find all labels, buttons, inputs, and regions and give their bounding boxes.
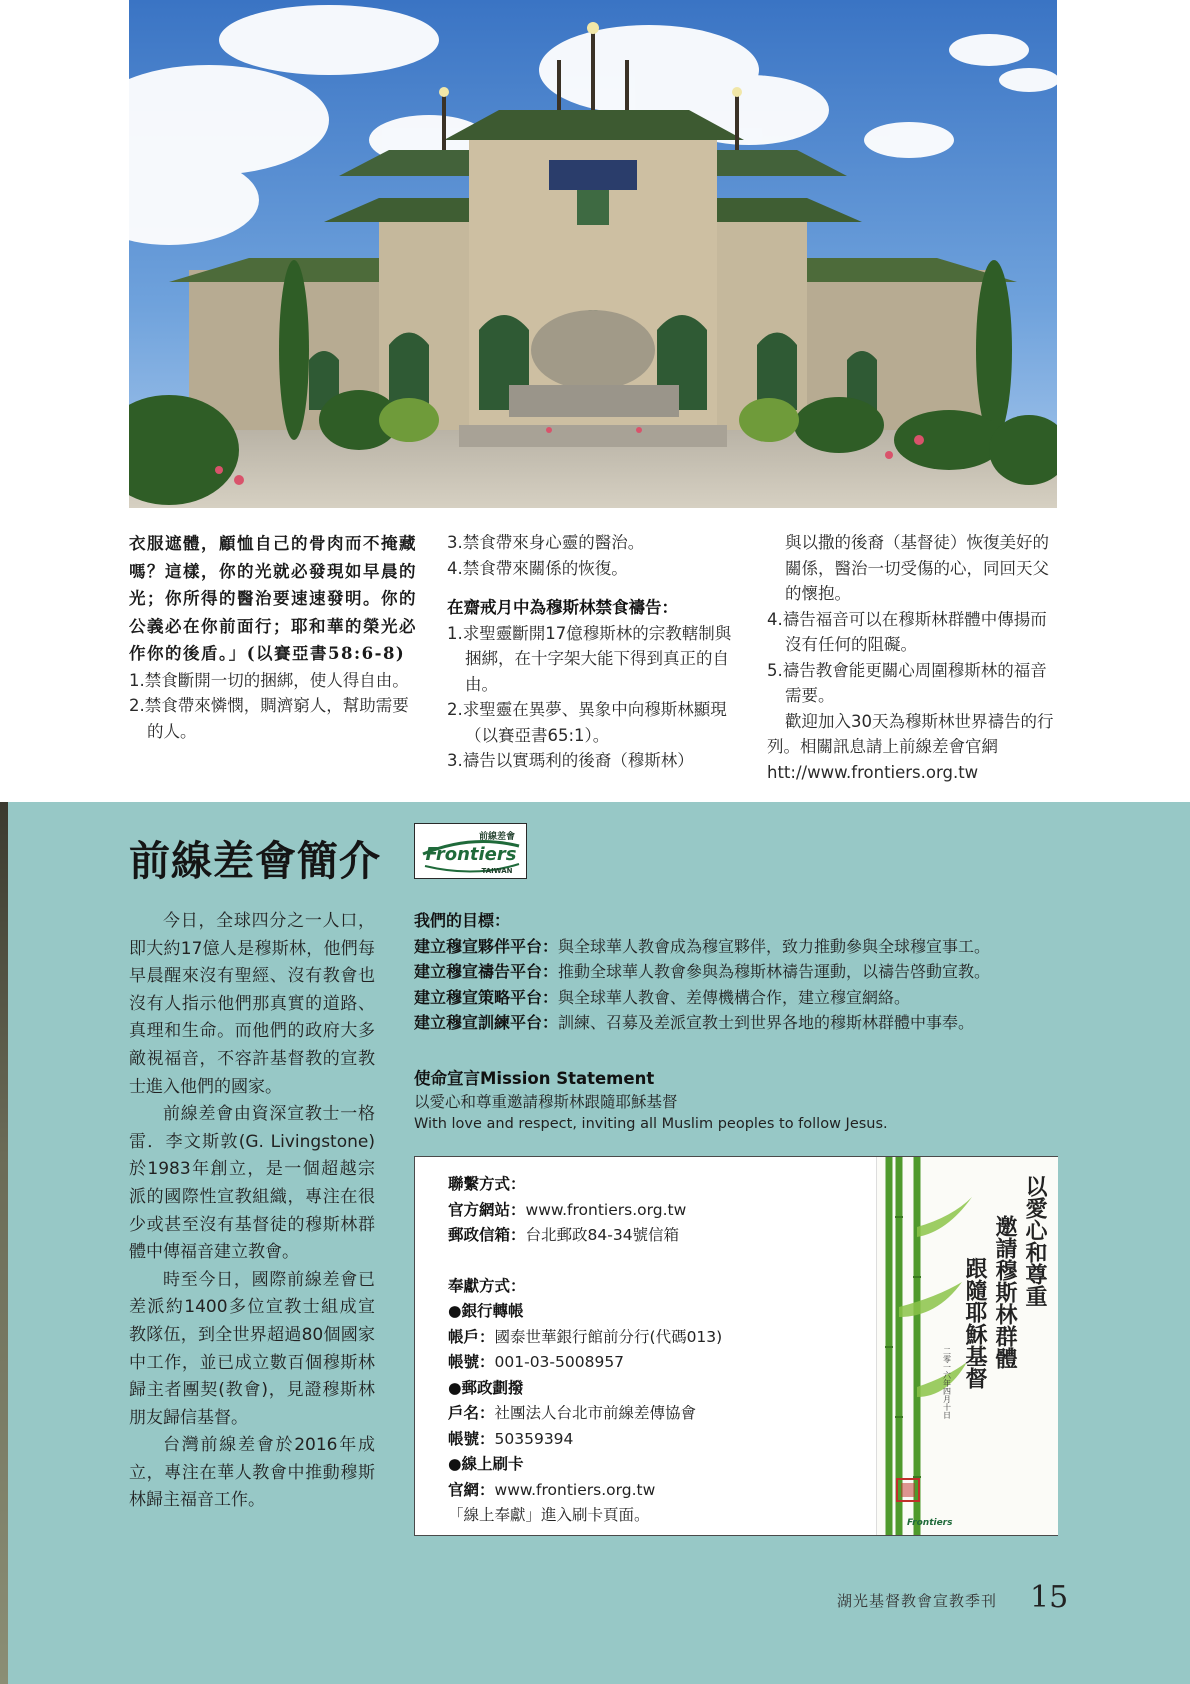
goal-label: 建立穆宣訓練平台： bbox=[414, 1013, 559, 1032]
section-title: 前線差會簡介 bbox=[129, 837, 381, 885]
prayer-subheading: 在齋戒月中為穆斯林禁食禱告： bbox=[447, 598, 678, 617]
postal-name-row bbox=[448, 1401, 848, 1427]
publication-name: 湖光基督教會宣教季刊 bbox=[837, 1592, 998, 1610]
contact-box bbox=[414, 1156, 1058, 1536]
list-item: 2.禁食帶來憐憫，賙濟窮人，幫助需要的人。 bbox=[129, 696, 409, 741]
online-note: 「線上奉獻」進入刷卡頁面。 bbox=[448, 1506, 650, 1524]
list-item-continuation: 與以撒的後裔（基督徒）恢復美好的關係，醫治一切受傷的心，同回天父的懷抱。 bbox=[785, 533, 1049, 603]
upper-article bbox=[129, 530, 1057, 790]
online-link[interactable]: www.frontiers.org.tw bbox=[494, 1480, 656, 1499]
logo-brand-text: Frontiers bbox=[425, 844, 517, 865]
scripture-quote: 衣服遮體，顧恤自己的骨肉而不掩藏嗎？這樣，你的光就必發現如早晨的光；你所得的醫治要速速發明。你的公義必在你前面行；耶和華的榮光必作你的後盾。」(以賽亞書58:6-8) bbox=[129, 534, 417, 663]
logo-top-text: 前線差會 bbox=[478, 832, 516, 842]
intro-paragraph: 今日，全球四分之一人口，即大約17億人是穆斯林，他們每早晨醒來沒有聖經、沒有教會也沒有人指示他們那真實的道路、真理和生命。而他們的政府大多敵視福音，不容許基督教的宣教士進入他們的國家。 bbox=[129, 911, 375, 1097]
website-link[interactable]: www.frontiers.org.tw bbox=[525, 1200, 687, 1219]
mosque-photo bbox=[129, 0, 1057, 508]
postbox-row bbox=[448, 1223, 848, 1249]
goals-heading: 我們的目標： bbox=[414, 911, 511, 930]
postal-number-row bbox=[448, 1427, 848, 1453]
website-row bbox=[448, 1198, 848, 1224]
column-2 bbox=[447, 530, 743, 774]
postal-name-label: 戶名： bbox=[448, 1404, 495, 1422]
online-row bbox=[448, 1478, 848, 1504]
mission-heading: 使命宣言Mission Statement bbox=[414, 1069, 655, 1088]
online-label: 官網： bbox=[448, 1480, 495, 1499]
goal-label: 建立穆宣夥伴平台： bbox=[414, 936, 559, 956]
bank-number-row bbox=[448, 1350, 848, 1376]
goal-text: 訓練、召募及差派宣教士到世界各地的穆斯林群體中事奉。 bbox=[558, 1013, 975, 1032]
bank-number-value: 001-03-5008957 bbox=[494, 1353, 625, 1371]
goal-text: 與全球華人教會成為穆宣夥伴，致力推動參與全球穆宣事工。 bbox=[558, 936, 991, 956]
intro-paragraph: 前線差會由資深宣教士一格雷．李文斯敦(G. Livingstone)於1983年創立，是一個超越宗派的國際性宣教組織，專注在很少或甚至沒有基督徒的穆斯林群體中傳福音建立教會。 bbox=[129, 1104, 375, 1263]
goal-item bbox=[414, 959, 1094, 985]
list-item: 2.求聖靈在異夢、異象中向穆斯林顯現（以賽亞書65:1）。 bbox=[447, 700, 727, 745]
intro-body bbox=[129, 908, 375, 1515]
frontiers-logo bbox=[414, 823, 527, 879]
mission-chinese: 以愛心和尊重邀請穆斯林跟隨耶穌基督 bbox=[414, 1093, 678, 1111]
list-item: 1.求聖靈斷開17億穆斯林的宗教轄制與捆綁，在十字架大能下得到真正的自由。 bbox=[447, 623, 732, 694]
column-1 bbox=[129, 530, 417, 744]
goal-text: 推動全球華人教會參與為穆斯林禱告運動，以禱告啓動宣教。 bbox=[558, 962, 991, 981]
poster-line: 跟隨耶穌基督 bbox=[962, 1257, 988, 1389]
bank-number-label: 帳號： bbox=[448, 1353, 495, 1371]
list-item: 1.禁食斷開一切的捆綁，使人得自由。 bbox=[129, 670, 409, 690]
contact-heading: 聯繫方式： bbox=[448, 1175, 526, 1193]
goals-block bbox=[414, 908, 1094, 1036]
bank-account-value: 國泰世華銀行館前分行(代碼013) bbox=[494, 1327, 723, 1346]
goal-label: 建立穆宣禱告平台： bbox=[414, 962, 559, 981]
postbox-value: 台北郵政84-34號信箱 bbox=[525, 1226, 680, 1244]
left-edge-strip bbox=[0, 802, 8, 1684]
goal-item bbox=[414, 934, 1094, 960]
page-number: 15 bbox=[1030, 1580, 1069, 1615]
goal-item bbox=[414, 985, 1094, 1011]
contact-info bbox=[448, 1172, 848, 1529]
intro-paragraph: 時至今日，國際前線差會已差派約1400多位宣教士組成宣教隊伍，到全世界超過80個國家中工作，並已成立數百個穆斯林歸主者團契(教會)，見證穆斯林朋友歸信基督。 bbox=[129, 1269, 375, 1428]
website-label: 官方網站： bbox=[448, 1200, 526, 1219]
logo-sub-text: TAIWAN bbox=[481, 867, 513, 875]
goal-text: 與全球華人教會、差傳機構合作，建立穆宣網絡。 bbox=[558, 987, 911, 1007]
list-item: 4.禱告福音可以在穆斯林群體中傳揚而沒有任何的阻礙。 bbox=[767, 609, 1047, 654]
column-3 bbox=[767, 530, 1059, 785]
goal-label: 建立穆宣策略平台： bbox=[414, 987, 559, 1007]
postal-heading: ●郵政劃撥 bbox=[448, 1378, 524, 1397]
list-item: 5.禱告教會能更關心周圍穆斯林的福音需要。 bbox=[767, 660, 1047, 705]
bank-heading: ●銀行轉帳 bbox=[448, 1302, 524, 1320]
poster-date: 二零一六年四月十日 bbox=[942, 1347, 952, 1419]
donate-heading: 奉獻方式： bbox=[448, 1276, 526, 1295]
list-item: 4.禁食帶來關係的恢復。 bbox=[447, 558, 628, 578]
goal-item bbox=[414, 1010, 1094, 1036]
invite-text: 歡迎加入30天為穆斯林世界禱告的行列。相關訊息請上前線差會官網htt://www.frontiers.org.tw bbox=[767, 711, 1054, 782]
poster-logo-text: Frontiers bbox=[907, 1518, 953, 1528]
bank-account-row bbox=[448, 1325, 848, 1351]
mission-english: With love and respect, inviting all Muslim peoples to follow Jesus. bbox=[414, 1116, 888, 1132]
poster-line: 邀請穆斯林群體 bbox=[992, 1215, 1018, 1369]
calligraphy-poster bbox=[876, 1157, 1058, 1535]
online-heading: ●線上刷卡 bbox=[448, 1455, 524, 1473]
intro-paragraph: 台灣前線差會於2016年成立，專注在華人教會中推動穆斯林歸主福音工作。 bbox=[129, 1435, 375, 1511]
postal-number-value: 50359394 bbox=[494, 1429, 574, 1448]
poster-line: 以愛心和尊重 bbox=[1022, 1175, 1048, 1307]
postbox-label: 郵政信箱： bbox=[448, 1226, 526, 1244]
postal-number-label: 帳號： bbox=[448, 1429, 495, 1448]
bank-account-label: 帳戶： bbox=[448, 1327, 495, 1346]
list-item: 3.禱告以實瑪利的後裔（穆斯林） bbox=[447, 751, 694, 770]
list-item: 3.禁食帶來身心靈的醫治。 bbox=[447, 533, 645, 552]
postal-name-value: 社團法人台北市前線差傳協會 bbox=[494, 1404, 697, 1422]
